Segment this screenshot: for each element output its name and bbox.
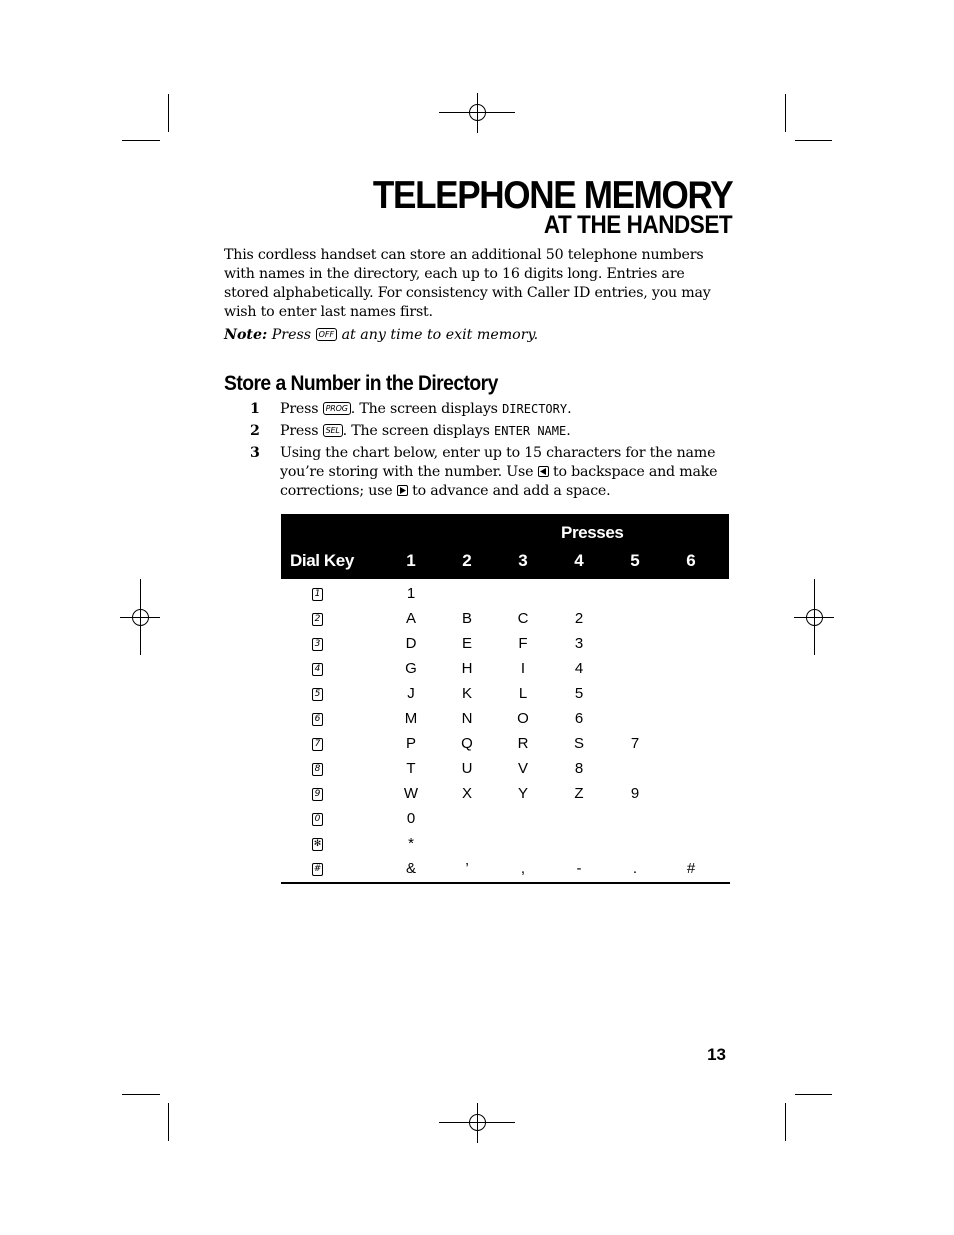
- table-bottom-rule: [281, 882, 730, 884]
- step-text-end: .: [566, 423, 571, 439]
- dial-key-icon: #: [313, 864, 322, 874]
- table-cell: Q: [461, 735, 473, 752]
- table-cell: S: [573, 735, 584, 752]
- column-header: 4: [574, 551, 584, 570]
- section-title: Store a Number in the Directory: [224, 372, 498, 395]
- table-cell: 4: [574, 660, 584, 677]
- table-cell: J: [407, 685, 415, 702]
- note-paragraph: [224, 327, 724, 343]
- table-cell: Z: [574, 785, 584, 802]
- table-cell: -: [576, 860, 582, 877]
- table-cell: #: [686, 860, 696, 877]
- table-cell: M: [404, 710, 418, 727]
- table-cell: T: [406, 760, 416, 777]
- step-text: [280, 422, 720, 441]
- step-text-part2: to backspace and make corrections; use: [280, 464, 718, 499]
- dial-key-icon: 7: [312, 738, 323, 751]
- table-row: [281, 783, 729, 808]
- step-text: [280, 444, 720, 501]
- table-row: [281, 583, 729, 608]
- table-cell: G: [405, 660, 417, 677]
- lcd-text: DIRECTORY: [502, 402, 568, 416]
- table-cell: 1: [406, 585, 416, 602]
- page-subtitle: AT THE HANDSET: [543, 211, 732, 239]
- table-cell: 5: [574, 685, 584, 702]
- note-text-before: Press: [271, 327, 312, 343]
- table-cell: .: [632, 860, 638, 877]
- table-row: [281, 683, 729, 708]
- page-title: TELEPHONE MEMORY: [372, 174, 732, 217]
- dial-key-icon: 6: [312, 713, 323, 726]
- step-text-end: .: [567, 401, 572, 417]
- dial-key-icon: 0: [312, 813, 323, 826]
- table-header: [281, 514, 729, 579]
- table-row: [281, 808, 729, 833]
- off-key-icon: OFF: [316, 328, 338, 341]
- table-cell: *: [408, 835, 414, 852]
- table-cell: 3: [574, 635, 584, 652]
- table-cell: V: [517, 760, 528, 777]
- note-text-after: at any time to exit memory.: [341, 327, 539, 343]
- table-cell: 6: [574, 710, 584, 727]
- table-cell: ,: [520, 860, 526, 877]
- dial-key-icon: 9: [312, 788, 323, 801]
- table-row: [281, 658, 729, 683]
- column-header: 3: [518, 551, 528, 570]
- dial-key-icon: 4: [312, 663, 323, 676]
- presses-header: Presses: [561, 523, 624, 542]
- table-cell: Y: [517, 785, 528, 802]
- table-row: [281, 733, 729, 758]
- column-header: 1: [406, 551, 416, 570]
- lcd-text: ENTER NAME: [493, 424, 567, 438]
- table-cell: O: [517, 710, 529, 727]
- table-cell: 9: [630, 785, 640, 802]
- table-cell: D: [405, 635, 417, 652]
- table-cell: P: [405, 735, 416, 752]
- dial-key-icon: 3: [312, 638, 323, 651]
- table-cell: E: [461, 635, 472, 652]
- step-text-before: Press: [280, 401, 319, 417]
- table-cell: C: [517, 610, 529, 627]
- table-cell: U: [461, 760, 473, 777]
- table-cell: N: [461, 710, 473, 727]
- step-number: 3: [250, 445, 260, 461]
- column-header: 6: [686, 551, 696, 570]
- step-text-before: Press: [280, 423, 319, 439]
- table-cell: F: [518, 635, 528, 652]
- table-cell: W: [403, 785, 419, 802]
- table-cell: H: [461, 660, 473, 677]
- table-cell: K: [461, 685, 472, 702]
- step-text: [280, 400, 720, 419]
- step-number: 1: [250, 401, 260, 417]
- step-text-middle: . The screen displays: [350, 401, 498, 417]
- table-cell: R: [517, 735, 529, 752]
- page-number: 13: [707, 1045, 726, 1064]
- table-cell: A: [405, 610, 416, 627]
- table-row: [281, 833, 729, 858]
- step-text-part1: Using the chart below, enter up to 15 characters for the name you’re storing with the number. Use: [280, 445, 716, 480]
- registration-mark-top-icon: [437, 93, 517, 133]
- note-label: Note:: [224, 327, 268, 343]
- dial-key-icon: 8: [312, 763, 323, 776]
- table-cell: I: [520, 660, 526, 677]
- registration-mark-right-icon: [794, 577, 834, 657]
- dial-key-header: Dial Key: [290, 551, 354, 570]
- right-arrow-key-icon: [397, 485, 408, 496]
- table-row: [281, 633, 729, 658]
- table-cell: 8: [574, 760, 584, 777]
- table-cell: ’: [465, 860, 469, 877]
- table-cell: 2: [574, 610, 584, 627]
- dial-key-icon: 1: [312, 588, 323, 601]
- registration-mark-left-icon: [120, 577, 160, 657]
- left-arrow-key-icon: [538, 466, 549, 477]
- table-row: [281, 608, 729, 633]
- step-text-middle: . The screen displays: [342, 423, 490, 439]
- table-row: [281, 858, 729, 883]
- prog-key-icon: PROG: [323, 402, 351, 415]
- table-cell: L: [518, 685, 528, 702]
- table-cell: &: [405, 860, 416, 877]
- table-cell: X: [461, 785, 472, 802]
- dial-key-icon: 5: [312, 688, 323, 701]
- table-cell: 7: [630, 735, 640, 752]
- table-cell: B: [461, 610, 472, 627]
- dial-key-icon: 2: [312, 613, 323, 626]
- step-text-part3: to advance and add a space.: [412, 483, 611, 499]
- dial-key-icon: ✻: [313, 839, 322, 849]
- column-header: 5: [630, 551, 640, 570]
- table-row: [281, 758, 729, 783]
- table-cell: 0: [406, 810, 416, 827]
- table-row: [281, 708, 729, 733]
- intro-paragraph: This cordless handset can store an additional 50 telephone numbers with names in the directory, each up to 16 digits long. Entries are stored alphabetically. For consistency with Caller ID entries, you may wish to enter last names first.: [224, 247, 711, 320]
- registration-mark-bottom-icon: [437, 1103, 517, 1143]
- step-number: 2: [250, 423, 260, 439]
- sel-key-icon: SEL: [323, 424, 343, 437]
- column-header: 2: [462, 551, 472, 570]
